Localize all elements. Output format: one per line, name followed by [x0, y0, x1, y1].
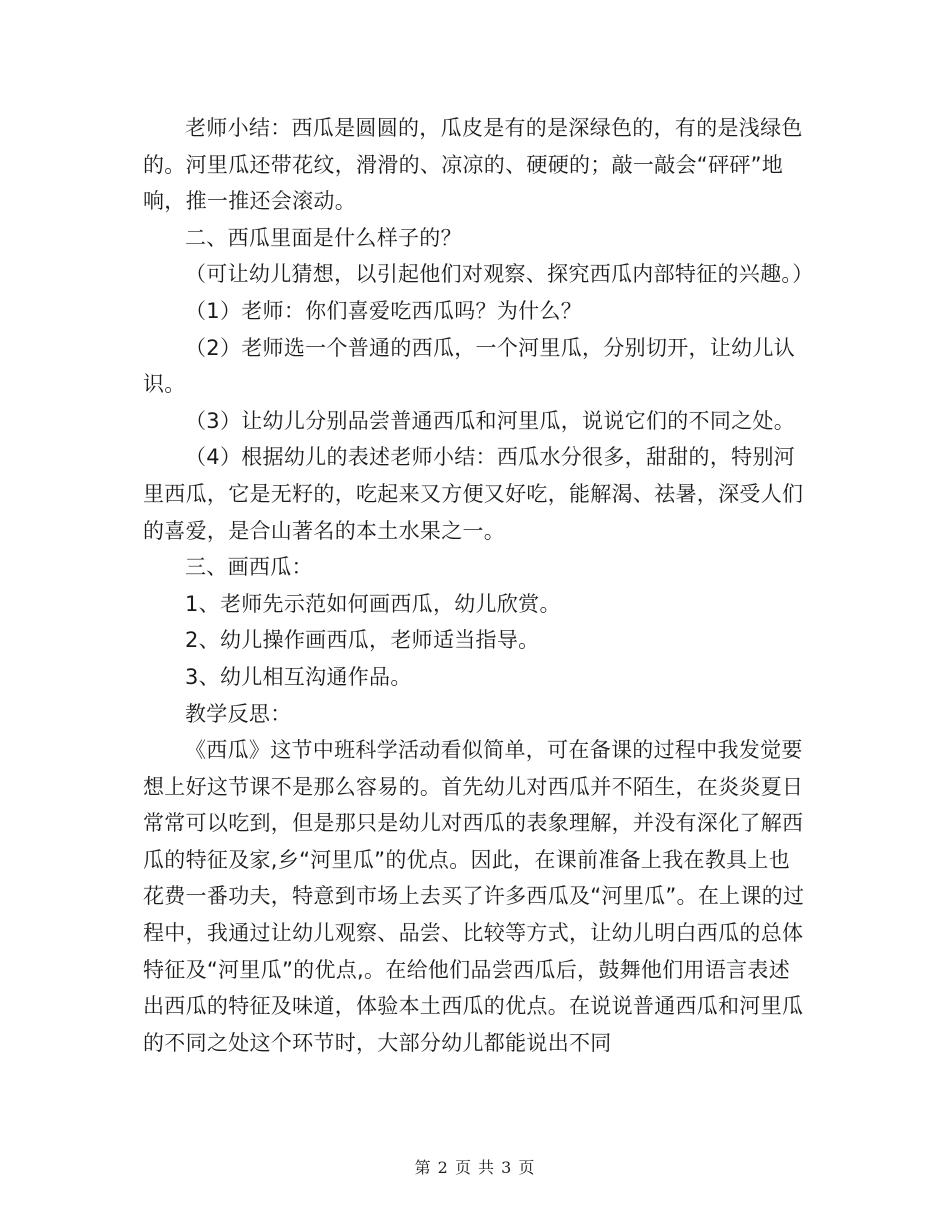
list-item-draw-3: 3、幼儿相互沟通作品。 — [185, 664, 412, 689]
heading-section-two: 二、西瓜里面是什么样子的？ — [185, 225, 462, 250]
list-item-step-1: （1）老师：你们喜爱吃西瓜吗？为什么？ — [185, 298, 583, 323]
paragraph-teacher-summary: 老师小结：西瓜是圆圆的，瓜皮是有的是深绿色的，有的是浅绿色的。河里瓜还带花纹，滑滑的、凉凉的、硬硬的；敲一敲会“砰砰”地响，推一推还会滚动。 — [143, 116, 803, 214]
heading-reflection: 教学反思： — [185, 701, 292, 726]
paragraph-reflection: 《西瓜》这节中班科学活动看似简单，可在备课的过程中我发觉要想上好这节课不是那么容易的。首先幼儿对西瓜并不陌生，在炎炎夏日常常可以吃到，但是那只是幼儿对西瓜的表象理解，并没有深化了解西瓜的特征及家,乡“河里瓜”的优点。因此，在课前准备上我在教具上也花费一番功夫，特意到市场上去买了许多西瓜及“河里瓜”。在上课的过程中，我通过让幼儿观察、品尝、比较等方式，让幼儿明白西瓜的总体特征及“河里瓜”的优点,。在给他们品尝西瓜后，鼓舞他们用语言表述出西瓜的特征及味道，体验本土西瓜的优点。在说说普通西瓜和河里瓜的不同之处这个环节时，大部分幼儿都能说出不同 — [143, 738, 805, 1055]
document-body — [143, 110, 814, 1061]
heading-section-three: 三、画西瓜： — [185, 555, 313, 580]
paragraph-guess-note: （可让幼儿猜想，以引起他们对观察、探究西瓜内部特征的兴趣。） — [185, 262, 814, 287]
list-item-step-4: （4）根据幼儿的表述老师小结：西瓜水分很多，甜甜的，特别河里西瓜，它是无籽的，吃起来又方便又好吃，能解渴、祛暑，深受人们的喜爱，是合山著名的本土水果之一。 — [143, 445, 804, 543]
list-item-draw-2: 2、幼儿操作画西瓜，老师适当指导。 — [185, 628, 540, 653]
page-number-footer: 第 2 页 共 3 页 — [414, 1158, 536, 1177]
list-item-step-3: （3）让幼儿分别品尝普通西瓜和河里瓜，说说它们的不同之处。 — [185, 408, 796, 433]
list-item-draw-1: 1、老师先示范如何画西瓜，幼儿欣赏。 — [185, 591, 561, 616]
list-item-step-2: （2）老师选一个普通的西瓜，一个河里瓜，分别切开，让幼儿认识。 — [143, 335, 796, 397]
